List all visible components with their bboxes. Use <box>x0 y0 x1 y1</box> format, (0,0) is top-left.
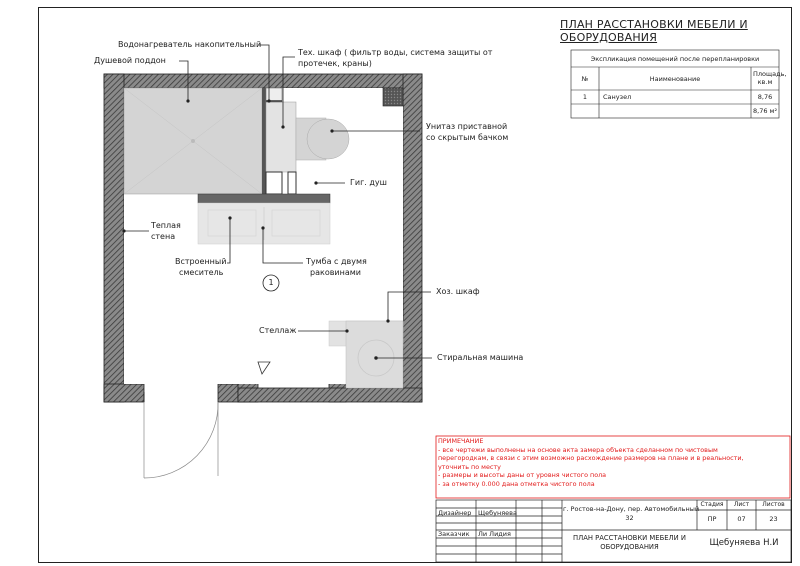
stamp-client-role: Заказчик <box>438 530 470 538</box>
stamp-designer-role: Дизайнер <box>438 509 472 517</box>
stamp-sheet-title-line1: ПЛАН РАССТАНОВКИ МЕБЕЛИ И <box>573 534 686 542</box>
label-tech-cabinet-line2: протечек, краны) <box>298 59 372 68</box>
stamp-sheet-title-line2: ОБОРУДОВАНИЯ <box>600 543 659 551</box>
label-tech-cabinet-line1: Тех. шкаф ( фильтр воды, система защиты от <box>298 48 493 57</box>
stamp-stage-label: Стадия <box>700 501 724 508</box>
stamp-author: Щебуняева Н.И <box>709 538 779 548</box>
countertop <box>198 194 330 203</box>
label-washing-machine: Стиральная машина <box>437 353 524 362</box>
door <box>144 402 218 478</box>
note-block <box>438 437 790 497</box>
drain-icon <box>191 139 195 143</box>
washing-machine <box>346 321 403 388</box>
stamp-stage: ПР <box>707 515 717 523</box>
label-warm-wall-line1: Теплая <box>151 221 181 230</box>
note-line: - размеры и высоты даны от уровня чистого пола <box>438 471 607 480</box>
explication-total-area: 8,76 м² <box>753 107 778 115</box>
label-toilet-line1: Унитаз приставной <box>426 122 508 131</box>
explication-header-num: № <box>581 75 589 83</box>
ventilation-block <box>383 88 403 106</box>
note-line: - все чертежи выполнены на основе акта замера объекта сделанном по чистовым <box>438 445 718 454</box>
label-vanity-line1: Тумба с двумя <box>306 257 367 266</box>
label-utility-cabinet: Хоз. шкаф <box>436 287 480 296</box>
explication-caption: Экспликация помещений после перепланировки <box>590 55 760 63</box>
stamp-address-line1: г. Ростов-на-Дону, пер. Автомобильный <box>563 505 700 513</box>
label-shower-tray: Душевой поддон <box>94 56 166 65</box>
note-heading: ПРИМЕЧАНИЕ <box>438 437 484 445</box>
label-mixer-line1: Встроенный <box>175 257 227 266</box>
label-warm-wall-line2: стена <box>151 232 176 241</box>
explication-row-name: Санузел <box>603 93 632 101</box>
stamp-client-name: Ли Лидия <box>478 530 511 538</box>
partition <box>262 88 266 194</box>
explication-header-name: Наименование <box>649 75 701 83</box>
stamp-sheets-label: Листов <box>762 501 785 508</box>
stamp-address-line2: 32 <box>625 514 634 522</box>
sheet-title: ПЛАН РАССТАНОВКИ МЕБЕЛИ И ОБОРУДОВАНИЯ <box>560 18 748 44</box>
toilet-bowl <box>307 119 349 159</box>
explication-header-area: Площадь, кв.м <box>753 70 787 86</box>
stamp-designer-name: Щебуняева <box>478 509 517 517</box>
stamp-sheets-total: 23 <box>769 515 778 523</box>
stamp-sheet-label: Лист <box>733 501 750 508</box>
stamp-sheet-number: 07 <box>737 515 746 523</box>
hyg-shower-fixture <box>288 172 296 194</box>
note-line: перегородкам, в связи с этим возможно расхождение размеров на плане и в реальности, <box>438 454 744 463</box>
label-mixer-line2: смеситель <box>179 268 224 277</box>
explication-row-num: 1 <box>582 93 588 101</box>
explication-row-area: 8,76 <box>757 93 773 101</box>
label-toilet-line2: со скрытым бачком <box>426 133 509 142</box>
note-line: уточнить по месту <box>438 462 501 471</box>
label-shelf: Стеллаж <box>259 326 297 335</box>
room-number: 1 <box>268 278 274 287</box>
label-vanity-line2: раковинами <box>310 268 361 277</box>
label-hyg-shower: Гиг. душ <box>350 178 387 187</box>
label-water-heater: Водонагреватель накопительный <box>118 40 262 49</box>
note-line: - за отметку 0.000 дана отметка чистого пола <box>438 479 595 488</box>
tech-cabinet <box>266 102 296 172</box>
